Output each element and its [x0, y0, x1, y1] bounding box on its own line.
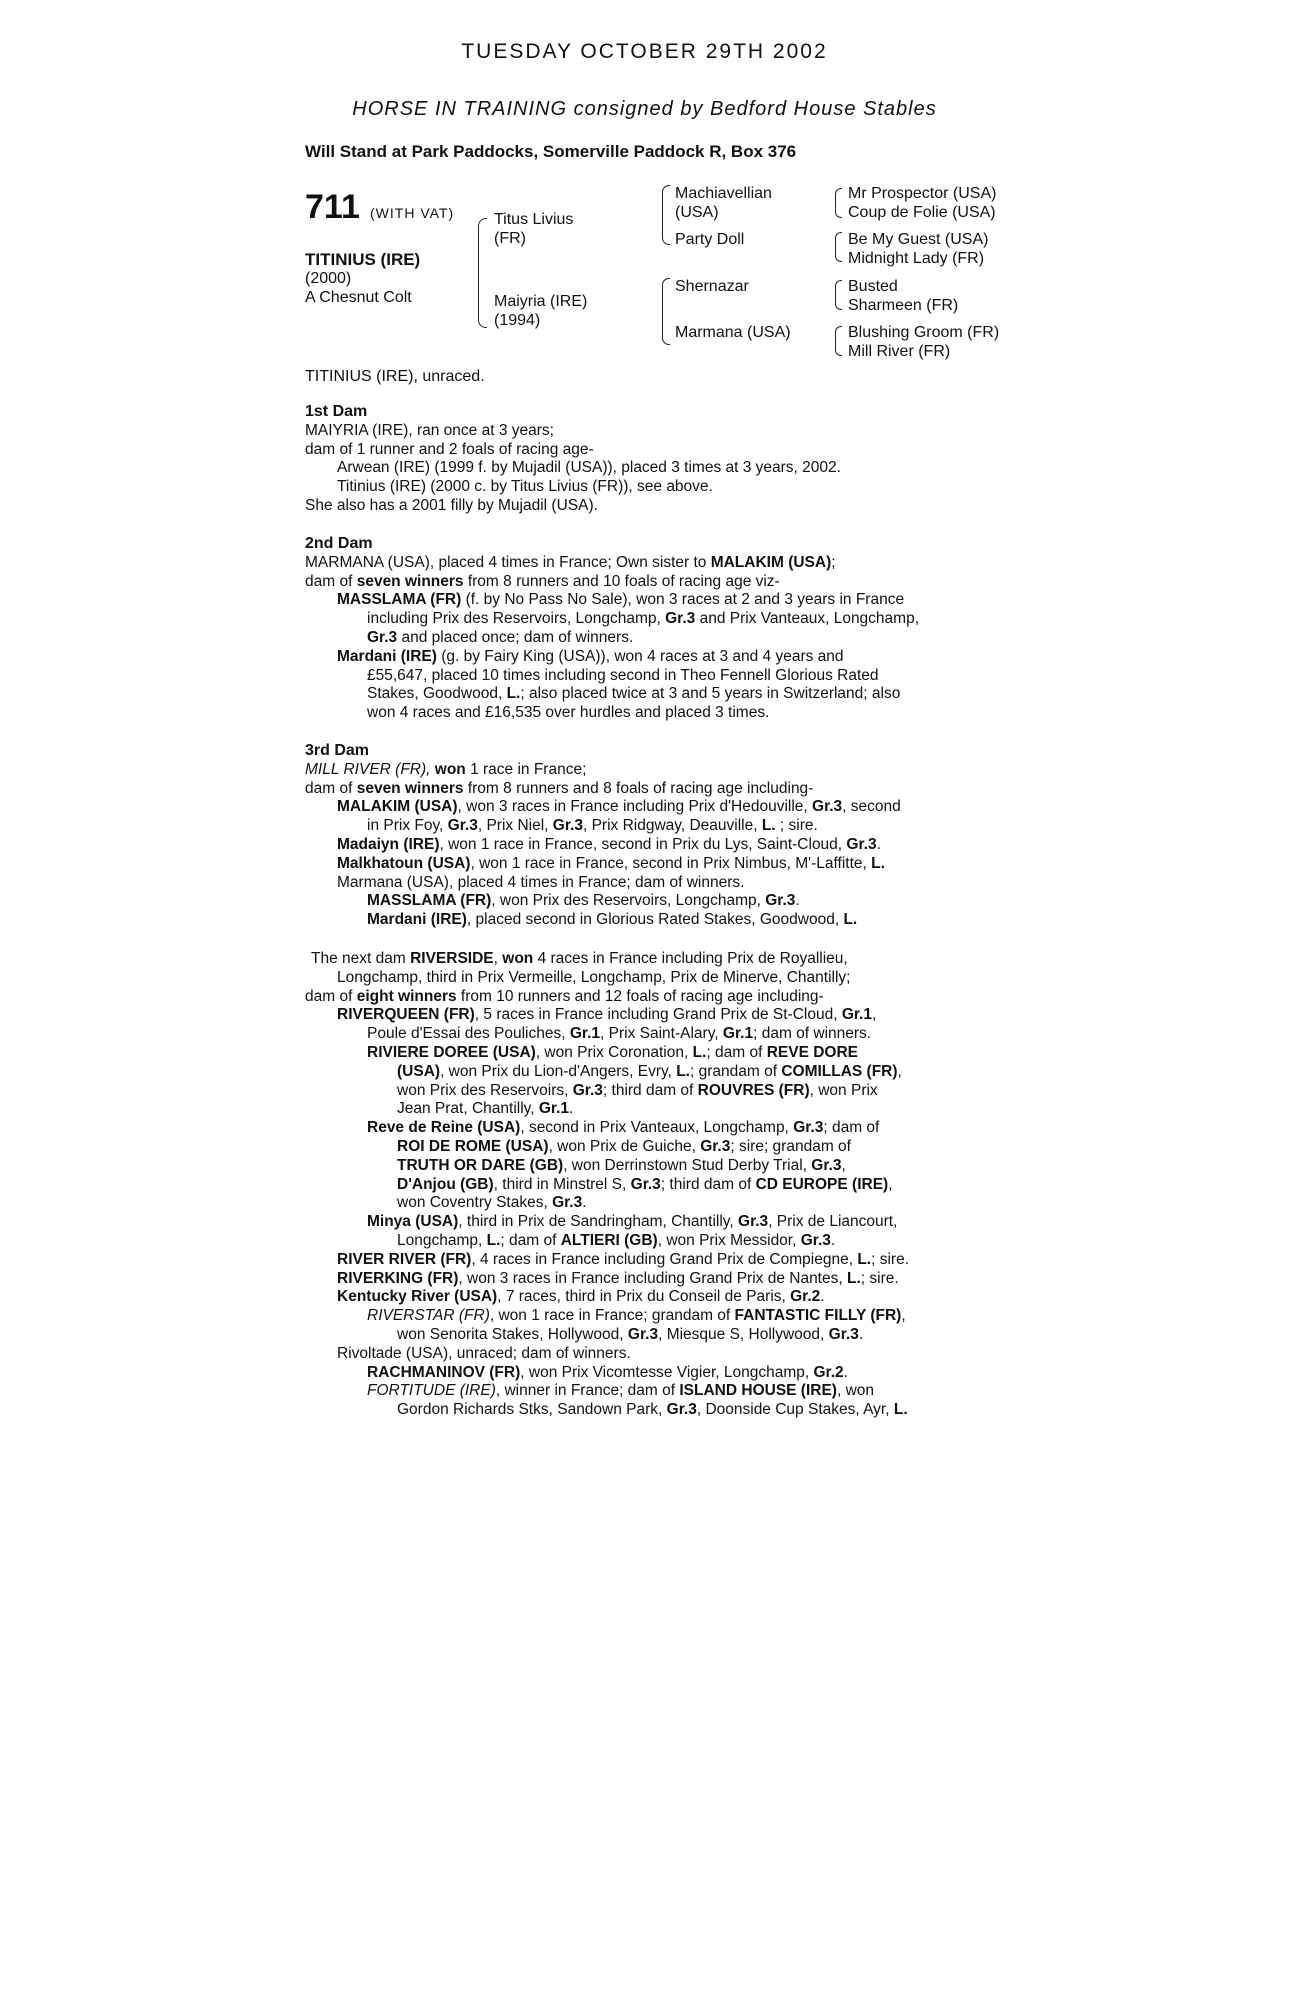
first-dam-heading: 1st Dam	[305, 403, 368, 420]
second-dam-line: Stakes, Goodwood, L.; also placed twice at 3 and 5 years in Switzerland; also	[367, 685, 901, 703]
pedigree-brace-3b	[835, 232, 842, 262]
next-dam-section	[305, 950, 975, 1420]
pedigree-brace-3c	[835, 280, 842, 310]
next-dam-line: RIVERQUEEN (FR), 5 races in France including Grand Prix de St-Cloud, Gr.1,	[337, 1006, 877, 1024]
next-dam-line: Longchamp, L.; dam of ALTIERI (GB), won Prix Messidor, Gr.3.	[397, 1231, 836, 1249]
next-dam-line: dam of eight winners from 10 runners and 12 foals of racing age including-	[305, 987, 824, 1005]
first-dam-line: Arwean (IRE) (1999 f. by Mujadil (USA)), placed 3 times at 3 years, 2002.	[337, 459, 841, 477]
third-dam-line: Malkhatoun (USA), won 1 race in France, second in Prix Nimbus, M'-Laffitte, L.	[337, 854, 885, 872]
pedigree-sd-sire: Be My Guest (USA)	[848, 231, 989, 248]
next-dam-line: RIVER RIVER (FR), 4 races in France including Grand Prix de Compiegne, L.; sire.	[337, 1250, 910, 1268]
next-dam-line: Jean Prat, Chantilly, Gr.1.	[397, 1100, 574, 1118]
third-dam-line: dam of seven winners from 8 runners and 8 foals of racing age including-	[305, 779, 814, 797]
next-dam-line: Poule d'Essai des Pouliches, Gr.1, Prix Saint-Alary, Gr.1; dam of winners.	[367, 1025, 872, 1043]
second-dam-line: £55,647, placed 10 times including second in Theo Fennell Glorious Rated	[367, 666, 879, 684]
pedigree-brace-1	[478, 218, 487, 328]
third-dam-line: MALAKIM (USA), won 3 races in France including Prix d'Hedouville, Gr.3, second	[337, 798, 901, 816]
second-dam-line: including Prix des Reservoirs, Longchamp, Gr.3 and Prix Vanteaux, Longchamp,	[367, 610, 920, 628]
next-dam-line: The next dam RIVERSIDE, won 4 races in France including Prix de Royallieu,	[311, 950, 848, 967]
first-dam-section	[305, 403, 975, 516]
consignor-line: HORSE IN TRAINING consigned by Bedford House Stables	[352, 98, 937, 120]
next-dam-line: RIVIERE DOREE (USA), won Prix Coronation, L.; dam of REVE DORE	[367, 1043, 859, 1061]
third-dam-line: Marmana (USA), placed 4 times in France; dam of winners.	[337, 873, 745, 891]
next-dam-line: D'Anjou (GB), third in Minstrel S, Gr.3; third dam of CD EUROPE (IRE),	[397, 1175, 893, 1193]
next-dam-line: Reve de Reine (USA), second in Prix Vanteaux, Longchamp, Gr.3; dam of	[367, 1119, 880, 1137]
third-dam-line: MILL RIVER (FR), won 1 race in France;	[305, 760, 587, 778]
next-dam-line: TRUTH OR DARE (GB), won Derrinstown Stud Derby Trial, Gr.3,	[397, 1156, 846, 1174]
next-dam-line: won Prix des Reservoirs, Gr.3; third dam of ROUVRES (FR), won Prix	[397, 1081, 878, 1099]
third-dam-line: in Prix Foy, Gr.3, Prix Niel, Gr.3, Prix Ridgway, Deauville, L. ; sire.	[367, 817, 818, 835]
next-dam-line: FORTITUDE (IRE), winner in France; dam of ISLAND HOUSE (IRE), won	[367, 1382, 875, 1400]
next-dam-line: RIVERSTAR (FR), won 1 race in France; grandam of FANTASTIC FILLY (FR),	[367, 1307, 906, 1325]
pedigree-ss-sire: Mr Prospector (USA)	[848, 185, 997, 202]
pedigree-sire-dam: Party Doll	[675, 231, 745, 248]
third-dam-heading: 3rd Dam	[305, 742, 370, 759]
first-dam-line: dam of 1 runner and 2 foals of racing age-	[305, 440, 594, 458]
next-dam-line: Longchamp, third in Prix Vermeille, Longchamp, Prix de Minerve, Chantilly;	[337, 968, 851, 986]
second-dam-line: Gr.3 and placed once; dam of winners.	[367, 628, 634, 646]
third-dam-line: Mardani (IRE), placed second in Glorious Rated Stakes, Goodwood, L.	[367, 911, 858, 929]
pedigree-dd-dam: Mill River (FR)	[848, 343, 951, 360]
lot-number: 711	[305, 188, 360, 226]
pedigree-dd-sire: Blushing Groom (FR)	[848, 324, 1000, 341]
pedigree-sd-dam: Midnight Lady (FR)	[848, 250, 985, 267]
next-dam-line: Gordon Richards Stks, Sandown Park, Gr.3, Doonside Cup Stakes, Ayr, L.	[397, 1401, 908, 1419]
third-dam-line: Madaiyn (IRE), won 1 race in France, second in Prix du Lys, Saint-Cloud, Gr.3.	[337, 835, 881, 853]
vat-note: (WITH VAT)	[370, 205, 455, 221]
third-dam-section	[305, 742, 975, 930]
horse-year: (2000)	[305, 270, 352, 287]
next-dam-line: RACHMANINOV (FR), won Prix Vicomtesse Vigier, Longchamp, Gr.2.	[367, 1363, 848, 1381]
next-dam-line: Minya (USA), third in Prix de Sandringham, Chantilly, Gr.3, Prix de Liancourt,	[367, 1213, 898, 1231]
pedigree-ds-sire: Busted	[848, 278, 898, 295]
pedigree-dam: Maiyria (IRE) (1994)	[494, 293, 588, 329]
first-dam-line: MAIYRIA (IRE), ran once at 3 years;	[305, 421, 554, 439]
first-dam-line: She also has a 2001 filly by Mujadil (USA).	[305, 496, 598, 514]
next-dam-line: (USA), won Prix du Lion-d'Angers, Evry, L.; grandam of COMILLAS (FR),	[397, 1062, 902, 1080]
second-dam-line: Mardani (IRE) (g. by Fairy King (USA)), won 4 races at 3 and 4 years and	[337, 647, 844, 665]
pedigree-ds-dam: Sharmeen (FR)	[848, 297, 959, 314]
next-dam-line: ROI DE ROME (USA), won Prix de Guiche, Gr.3; sire; grandam of	[397, 1137, 851, 1155]
pedigree-brace-3a	[835, 188, 842, 218]
second-dam-line: MARMANA (USA), placed 4 times in France; Own sister to MALAKIM (USA);	[305, 553, 836, 571]
horse-name: TITINIUS (IRE)	[305, 250, 421, 269]
pedigree-brace-2b	[662, 278, 670, 345]
race-record: TITINIUS (IRE), unraced.	[305, 368, 485, 385]
second-dam-heading: 2nd Dam	[305, 535, 373, 552]
pedigree-brace-3d	[835, 326, 842, 356]
pedigree-sire-sire: Machiavellian (USA)	[675, 185, 772, 221]
pedigree-brace-2a	[662, 185, 670, 245]
first-dam-line: Titinius (IRE) (2000 c. by Titus Livius (FR)), see above.	[337, 478, 713, 496]
pedigree-sire: Titus Livius (FR)	[494, 211, 574, 247]
horse-description: A Chesnut Colt	[305, 289, 412, 306]
next-dam-line: RIVERKING (FR), won 3 races in France including Grand Prix de Nantes, L.; sire.	[337, 1269, 899, 1287]
second-dam-section	[305, 535, 975, 723]
second-dam-line: won 4 races and £16,535 over hurdles and placed 3 times.	[367, 704, 770, 722]
sale-date: TUESDAY OCTOBER 29TH 2002	[461, 40, 828, 63]
next-dam-line: Rivoltade (USA), unraced; dam of winners.	[337, 1344, 631, 1362]
next-dam-line: won Senorita Stakes, Hollywood, Gr.3, Miesque S, Hollywood, Gr.3.	[397, 1325, 864, 1343]
pedigree-ss-dam: Coup de Folie (USA)	[848, 204, 996, 221]
second-dam-line: dam of seven winners from 8 runners and 10 foals of racing age viz-	[305, 572, 780, 590]
next-dam-line: won Coventry Stakes, Gr.3.	[397, 1194, 587, 1212]
next-dam-line: Kentucky River (USA), 7 races, third in Prix du Conseil de Paris, Gr.2.	[337, 1288, 825, 1306]
location-line: Will Stand at Park Paddocks, Somerville Paddock R, Box 376	[305, 142, 797, 161]
pedigree-dam-sire: Shernazar	[675, 278, 749, 295]
third-dam-line: MASSLAMA (FR), won Prix des Reservoirs, Longchamp, Gr.3.	[367, 892, 800, 910]
second-dam-line: MASSLAMA (FR) (f. by No Pass No Sale), won 3 races at 2 and 3 years in France	[337, 591, 905, 609]
pedigree-dam-dam: Marmana (USA)	[675, 324, 791, 341]
